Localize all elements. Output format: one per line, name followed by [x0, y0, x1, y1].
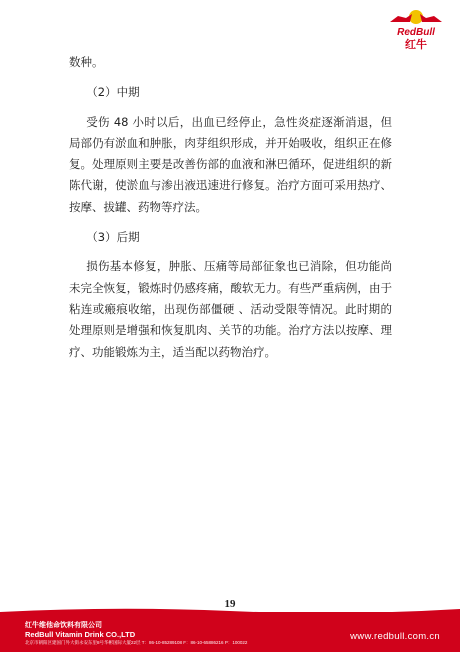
footer-company-info: [25, 621, 247, 646]
page-number: 19: [224, 598, 236, 610]
section-heading-middle-stage: （2）中期: [86, 84, 140, 99]
company-name-chinese: 红牛维他命饮料有限公司: [25, 622, 102, 629]
section-paragraph-middle-stage: 受伤 48 小时以后，出血已经停止，急性炎症逐渐消退，但局部仍有淤血和肿胀，肉芽组织形成，并开始吸收，组织正在修复。处理原则主要是改善伤部的血液和淋巴循环，促进组织的新陈代谢，使淤血与渗出液迅速进行修复。治疗方面可采用热疗、按摩、拔罐、药物等疗法。: [69, 114, 392, 214]
bulls-icon: [386, 8, 446, 28]
continued-line: 数种。: [69, 55, 104, 69]
section-heading-late-stage: （3）后期: [86, 229, 140, 244]
redbull-logo: [386, 8, 446, 54]
footer-wave-decoration: [0, 606, 460, 616]
logo-chinese-text: 红牛: [405, 39, 427, 51]
company-name-english: RedBull Vitamin Drink CO.,LTD: [25, 630, 136, 639]
document-body: [69, 52, 392, 371]
website-link[interactable]: www.redbull.com.cn: [350, 631, 440, 642]
section-paragraph-late-stage: 损伤基本修复，肿胀、压痛等局部征象也已消除，但功能尚未完全恢复，锻炼时仍感疼痛，酸软无力。有些严重病例，由于粘连或瘢痕收缩，出现伤部僵硬 、活动受限等情况。此时期的处理原则是增强和恢复肌肉、关节的功能。治疗方法以按摩、理疗、功能锻炼为主，适当配以药物治疗。: [69, 259, 392, 359]
logo-brand-text: RedBull: [397, 27, 435, 38]
footer-bar: [0, 612, 460, 652]
company-address: 北京市朝阳区建国门外大街永安东里8号华彬国际大厦22层 T：86-10-85289108 F：86-10-65886216 P：100022: [25, 640, 248, 645]
